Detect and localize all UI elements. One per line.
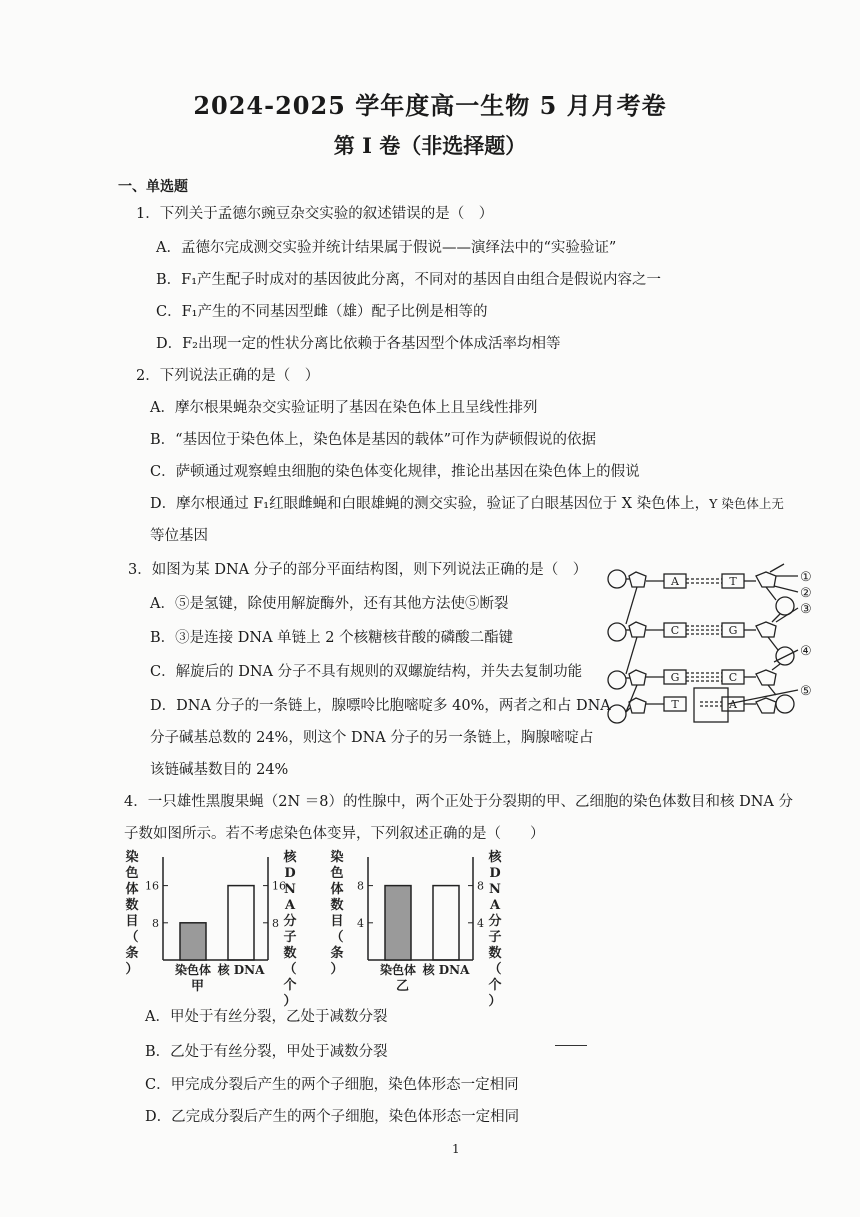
q4-stem-line2: 子数如图所示。若不考虑染色体变异，下列叙述正确的是（ ） <box>124 826 545 842</box>
base-left-1: A <box>671 575 679 588</box>
chart-1-bar-1 <box>180 923 206 960</box>
q2-stem: 2．下列说法正确的是（ ） <box>136 368 320 384</box>
q2-option-d-text: D．摩尔根通过 F₁红眼雌蝇和白眼雄蝇的测交实验，验证了白眼基因位于 X 染色体上， <box>150 496 710 512</box>
q2-option-d-small: Y 染色体上无 <box>709 496 784 511</box>
q2-option-a: A．摩尔根果蝇杂交实验证明了基因在染色体上且呈线性排列 <box>150 400 538 416</box>
q1-option-b: B．F₁产生配子时成对的基因彼此分离，不同对的基因自由组合是假说内容之一 <box>156 272 662 288</box>
chart-1-bar-2 <box>228 886 254 960</box>
label-4: ④ <box>800 644 812 659</box>
chart-1-category-label: 核 DNA <box>217 963 265 977</box>
q4-option-b: B．乙处于有丝分裂，甲处于减数分裂 <box>145 1044 388 1060</box>
chart-2-right-tick-label: 4 <box>477 916 484 930</box>
chart-2-left-tick-label: 4 <box>357 916 364 930</box>
chart-2-bar-1 <box>385 886 411 960</box>
q4-option-c: C．甲完成分裂后产生的两个子细胞，染色体形态一定相同 <box>145 1077 519 1093</box>
q1-option-c: C．F₁产生的不同基因型雌（雄）配子比例是相等的 <box>156 304 488 320</box>
q3-option-d-line2: 分子碱基总数的 24%，则这个 DNA 分子的另一条链上，胸腺嘧啶占 <box>150 730 594 746</box>
chart-1-right-tick-label: 8 <box>272 916 279 930</box>
chart-2-left-axis-label: 染色体数目（条） <box>330 850 344 977</box>
cell-bar-charts <box>118 845 518 1009</box>
q1-option-a: A．孟德尔完成测交实验并统计结果属于假说——演绎法中的“实验验证” <box>156 240 617 256</box>
chart-2-right-axis-label: 核 D N A 分子数（个） <box>488 850 502 1009</box>
base-right-1: T <box>729 575 737 588</box>
section-heading: 一、单选题 <box>118 179 188 195</box>
base-right-2: G <box>728 624 738 637</box>
base-left-2: C <box>670 624 680 637</box>
chart-1-category-label: 染色体 <box>174 963 212 977</box>
q3-stem: 3．如图为某 DNA 分子的部分平面结构图，则下列说法正确的是（ ） <box>128 562 588 578</box>
q3-option-a: A．⑤是氢键，除使用解旋酶外，还有其他方法使⑤断裂 <box>150 596 509 612</box>
chart-1-left-tick-label: 8 <box>152 916 159 930</box>
chart-1-left-tick-label: 16 <box>145 879 159 893</box>
label-5: ⑤ <box>800 684 812 699</box>
page-title: 2024-2025 学年度高一生物 5 月月考卷 <box>193 91 667 120</box>
q2-option-d-cont: 等位基因 <box>150 528 208 544</box>
chart-2-bar-2 <box>433 886 459 960</box>
chart-2-category-label: 核 DNA <box>422 963 470 977</box>
base-pairs <box>664 574 744 722</box>
q4-option-d: D．乙完成分裂后产生的两个子细胞，染色体形态一定相同 <box>145 1109 520 1125</box>
chart-1-right-axis-label: 核 D N A 分子数（个） <box>283 850 297 1009</box>
dna-structure-diagram <box>600 562 820 732</box>
q1-stem: 1．下列关于孟德尔豌豆杂交实验的叙述错误的是（ ） <box>136 206 494 222</box>
q3-option-b: B．③是连接 DNA 单链上 2 个核糖核苷酸的磷酸二酯键 <box>150 630 514 646</box>
chart-2-right-tick-label: 8 <box>477 879 484 893</box>
q2-option-b: B．“基因位于染色体上，染色体是基因的载体”可作为萨顿假说的依据 <box>150 432 596 448</box>
stray-mark <box>555 1045 587 1046</box>
base-right-3: C <box>728 671 738 684</box>
chart-2-category-label: 染色体 <box>379 963 417 977</box>
q3-option-d: D．DNA 分子的一条链上，腺嘌呤比胞嘧啶多 40%，两者之和占 DNA <box>150 698 611 714</box>
q2-option-c: C．萨顿通过观察蝗虫细胞的染色体变化规律，推论出基因在染色体上的假说 <box>150 464 640 480</box>
q4-option-a: A．甲处于有丝分裂，乙处于减数分裂 <box>145 1009 388 1025</box>
chart-2-caption: 乙 <box>395 979 410 994</box>
base-right-4: A <box>729 698 737 711</box>
q2-option-d <box>150 492 784 513</box>
chart-2-left-tick-label: 8 <box>357 879 364 893</box>
chart-1-caption: 甲 <box>190 979 205 994</box>
chart-1-right-tick-label: 16 <box>272 879 286 893</box>
q4-stem: 4．一只雄性黑腹果蝇（2N ＝8）的性腺中，两个正处于分裂期的甲、乙细胞的染色体数目和核 DNA 分 <box>124 794 793 810</box>
q3-option-d-line3: 该链碱基数目的 24% <box>150 762 289 778</box>
left-strand <box>608 570 664 723</box>
q3-option-c: C．解旋后的 DNA 分子不具有规则的双螺旋结构，并失去复制功能 <box>150 664 583 680</box>
q1-option-d: D．F₂出现一定的性状分离比依赖于各基因型个体成活率均相等 <box>156 336 561 352</box>
label-2: ② <box>800 586 812 601</box>
page-number: 1 <box>452 1142 460 1156</box>
base-left-4: T <box>671 698 679 711</box>
right-strand <box>744 564 794 713</box>
base-left-3: G <box>670 671 680 684</box>
page-subtitle: 第 I 卷（非选择题） <box>333 133 527 158</box>
label-1: ① <box>800 570 812 585</box>
chart-1-left-axis-label: 染色体数目（条） <box>125 850 139 977</box>
label-3: ③ <box>800 602 812 617</box>
